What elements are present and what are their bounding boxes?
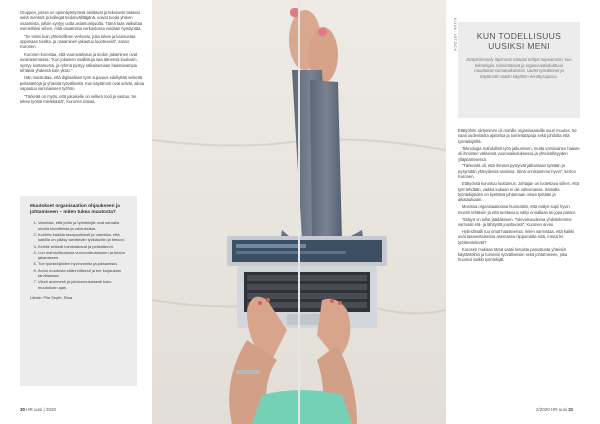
left-body-text bbox=[20, 10, 145, 107]
list-item: 6. Arvioi muutosta säännöllisesti ja tee korjauksia tarvittaessa. bbox=[38, 268, 131, 279]
paragraph: Gruppen, joissa on opinnäytetyönsä aloittavat ja teknisesti taitavat sekä mentorit ja kollegat tiedonvälittäjänä, voivat tuoda yhteen osaamista, jolloin syntyy uutta asiantuntijuutta. Tämä taas vaikuttaa esimerkiksi siihen, mitä osaamista verkostossa voidaan hyödyntää. bbox=[20, 10, 143, 32]
list-item: 1. Varmista, että johto ja työntekijät ovat samalla sivulla tavoitteista ja odotuksista. bbox=[38, 220, 131, 231]
paragraph: Kurosen mukaan tämä vaatii tietoista panostusta yhteisiin käytäntöihin ja toimiviin työvälineisiin sekä johtamiseen, joka huomioi kaikki työntekijät. bbox=[458, 246, 568, 263]
list-item: 7. Viesti avoimesti ja johdonmukaisesti koko muutoksen ajan. bbox=[38, 279, 131, 290]
list-item: 5. Tue työntekijöiden hyvinvointia ja jaksamista. bbox=[38, 261, 131, 266]
list-item: 3. Kehitä selkeät toimintatavat ja pelisäännöt. bbox=[38, 244, 131, 249]
source-credit: Lähde: Piia Seyfri, Elisa bbox=[30, 294, 73, 300]
list-item: 2. Kohtele kaikkia tasapuolisesti ja varmista, että kaikilla on pääsy tarvittaviin työkaluihin ja tietoon. bbox=[38, 232, 131, 243]
right-page-number: 31 bbox=[568, 407, 574, 412]
right-body-text bbox=[458, 128, 580, 264]
paragraph: Teknologia mahdollisti työn jatkumisen, mutta varsinainen haaste oli ihmisten välisessä vuorovaikutuksessa ja yhteisöllisyyden ylläpitämisessä. bbox=[458, 145, 580, 162]
right-folio-label: 2/2020 HR uusi bbox=[536, 407, 568, 412]
left-folio-label: HR uusi | 2020 bbox=[26, 407, 56, 412]
paragraph: ”Etätyö on tullut jäädäkseen. Tulevaisuudessa yhdistelemme varmasti etä- ja lähityötä joustavasti”, Kuronen arvioi. bbox=[458, 216, 572, 227]
paragraph: ”Tärkeää on myös, että jokaiselle on selkeä rooli ja vastuu. Se tekee työstä mielekästä”, Kuronen toteaa. bbox=[20, 93, 137, 105]
article-lead: Etätyöskentely läpimurto toteutui tehtyä nopeammin, kun teknologia, toimintatavat ja organisaatiokulttuuri muuttuivat samanaikaisesti. Uudet työvälineet ja käytännöt saatiin käyttöön ennätysajassa. bbox=[466, 57, 572, 79]
paragraph: Etätyöhön siirtyminen oli monille organisaatioille suuri muutos. Se vaati uudenlaista ajattelua ja toimintatapoja sekä johdolta että työntekijöiltä. bbox=[458, 128, 577, 144]
paragraph: ”Se toimii kuin yhteisöllinen verkosto, joka tukee ja kannustaa oppimaan toisilta, ja osaaminen jakautuu luontevasti”, sanoo Kuronen. bbox=[20, 33, 136, 50]
article-headline: KUN TODELLISUUS UUSIKSI MENI bbox=[476, 31, 562, 51]
left-page-number: 30 bbox=[20, 407, 26, 412]
paragraph: Etätyössä korostuu luottamus. Johtajan on luotettava siihen, että työt tehdään, vaikka kukaan ei ole valvomassa. Samalla työntekijöiden on kyettävä johtamaan omaa työtään ja aikatauluaan. bbox=[458, 181, 579, 203]
right-folio bbox=[536, 407, 573, 412]
list-item: 4. Luo mahdollisuuksia vuorovaikutukseen ja tiedon jakamiseen. bbox=[38, 250, 131, 261]
photo-credit-text: KUVA: ISTOCK bbox=[453, 18, 458, 52]
tips-list bbox=[30, 220, 131, 290]
paragraph: Kuronen korostaa, että vuorovaikutus ja tiedon jakaminen ovat avainasemassa: ”Kun jokainen osallistuja saa äänensä kuuluviin, syntyy luottamusta, ja ryhmä pystyy ratkaisemaan haastavampia tehtäviä yhdessä kuin yksin.” bbox=[20, 51, 138, 74]
tips-box-title: Muutokset organisaation ohjaukseen ja johtamiseen – miten tukea muutosta? bbox=[30, 204, 120, 216]
paragraph: Monissa organisaatioissa huomattiin, että etätyö sopii hyvin moniin tehtäviin ja että tuottavuus säilyi ennallaan tai jopa parani. bbox=[458, 204, 576, 215]
paragraph: Hän muistuttaa, että digitaalisen työn sujuvuus edellyttää selkeitä pelisääntöjä ja yhteisiä työvälineitä. Kun käytännöt ovat selvät, aikaa vapautuu varsinaiseen työhön. bbox=[20, 75, 145, 92]
left-folio bbox=[20, 407, 56, 412]
page-gutter bbox=[298, 0, 300, 424]
headline-box bbox=[458, 22, 580, 118]
tips-box bbox=[20, 196, 137, 386]
paragraph: Hybridimalli tuo omat haasteensa: miten varmistaa, että kaikki ovat tasavertaisessa asemassa riippumatta siitä, missä he työskentelevät? bbox=[458, 228, 575, 245]
paragraph: ”Tärkeintä oli, että ihmiset pystyivät jatkamaan työtään ja pysymään yhteydessä toisiinsa. Siinä onnistuimme hyvin”, kertoo Kuronen. bbox=[458, 163, 576, 180]
